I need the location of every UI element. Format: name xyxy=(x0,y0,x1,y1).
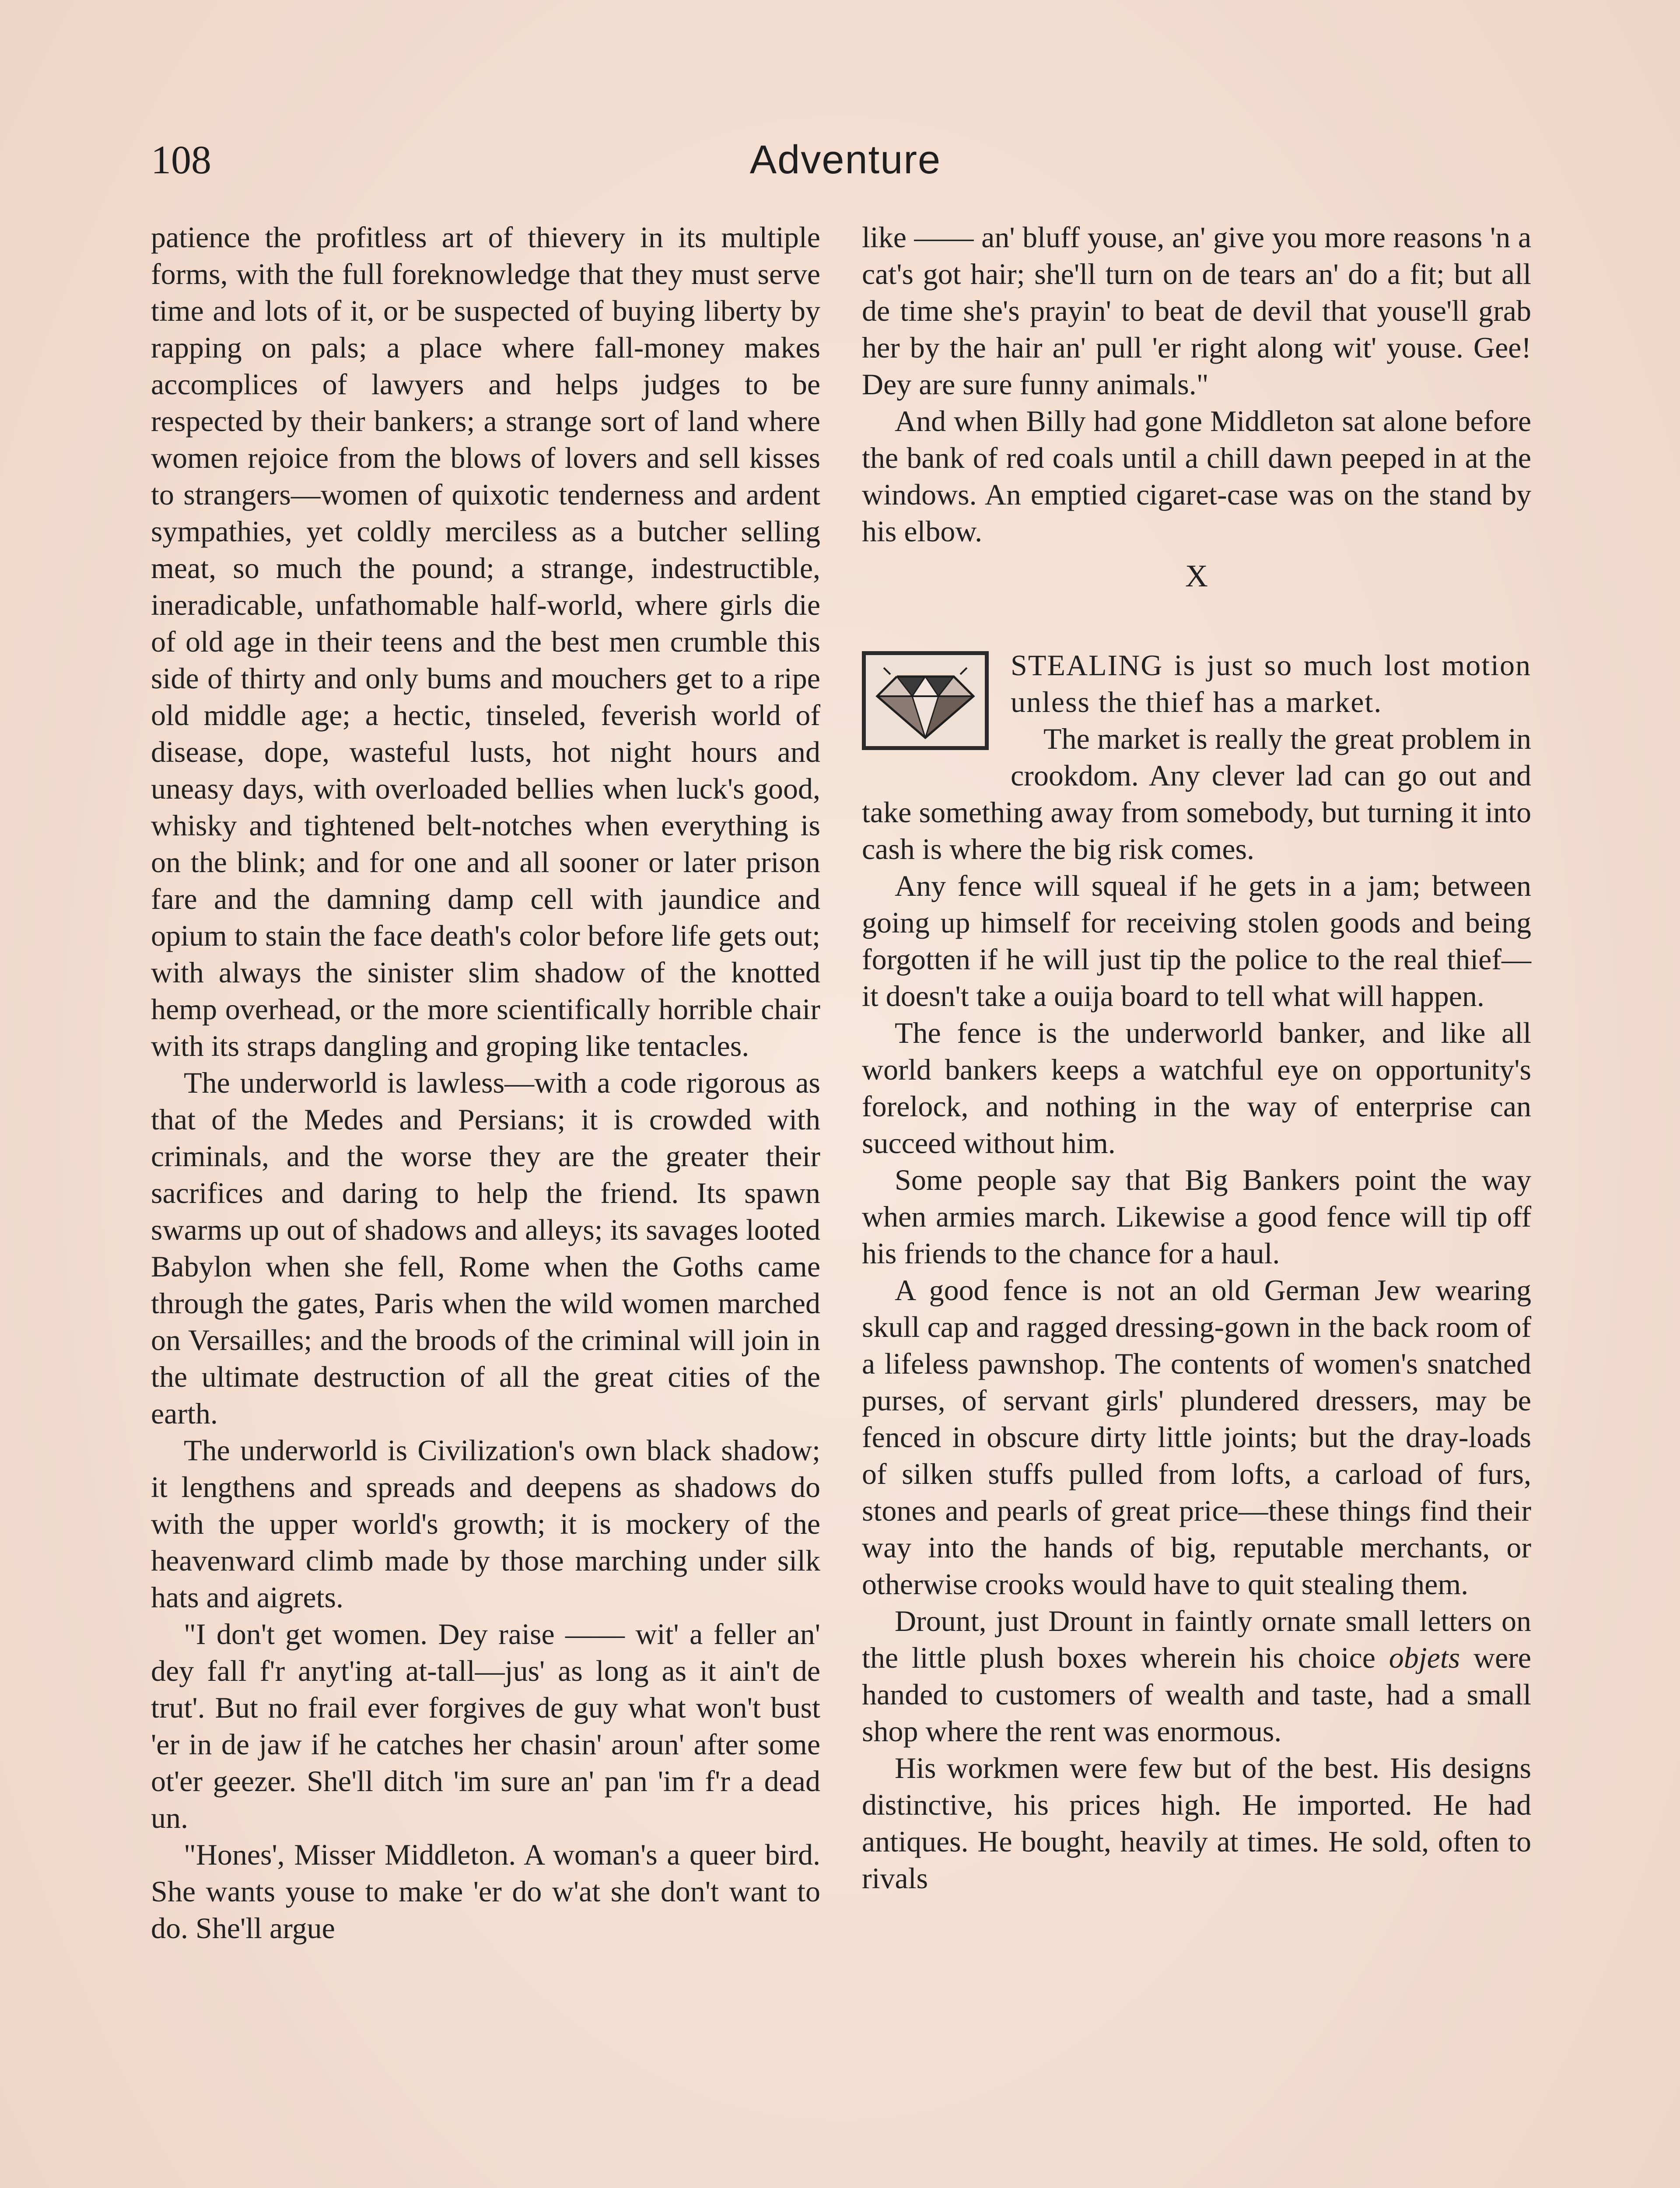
paragraph xyxy=(862,1602,1531,1750)
page-number: 108 xyxy=(151,137,211,182)
paragraph: Any fence will squeal if he gets in a jam; between going up himself for receiving stolen goods and being forgotten if he will just tip the police to the real thief—it doesn't take a ouija board to tell what will happen. xyxy=(862,869,1531,1013)
left-column xyxy=(151,219,820,1946)
paragraph: The underworld is Civilization's own black shadow; it lengthens and spreads and deepens as shadows do with the upper world's growth; it is mockery of the heavenward climb made by those marching under silk hats and aigrets. xyxy=(151,1434,820,1614)
diamond-icon xyxy=(871,659,980,742)
diamond-ornament xyxy=(862,651,993,752)
section-number: X xyxy=(1185,558,1208,593)
text-span: Drount, just Drount in faintly ornate small letters on the little plush boxes wherein his choice xyxy=(862,1604,1531,1674)
italic-text: objets xyxy=(1389,1641,1460,1674)
page-header xyxy=(151,127,1540,193)
paragraph: The underworld is lawless—with a code rigorous as that of the Medes and Persians; it is crowded with criminals, and the worse they are the greater their sacrifices and daring to help the friend. Its spawn swarms up out of shadows and alleys; its savages looted Babylon when she fell, Rome when the Goths came through the gates, Paris when the wild women marched on Versailles; and the broods of the criminal will join in the ultimate destruction of all the great cities of the earth. xyxy=(151,1066,820,1430)
paragraph: His workmen were few but of the best. His designs distinctive, his prices high. He imported. He had antiques. He bought, heavily at times. He sold, often to rivals xyxy=(862,1751,1531,1895)
paragraph: The fence is the underworld banker, and like all world bankers keeps a watchful eye on opportunity's forelock, and nothing in the way of enterprise can succeed without him. xyxy=(862,1016,1531,1160)
paragraph: "Hones', Misser Middleton. A woman's a queer bird. She wants youse to make 'er do w'at she don't want to do. She'll argue xyxy=(151,1838,820,1945)
paragraph: like —— an' bluff youse, an' give you more reasons 'n a cat's got hair; she'll turn on de tears an' do a fit; but all de time she's prayin' to beat de devil that youse'll grab her by the hair an' pull 'er right along wit' youse. Gee! Dey are sure funny animals." xyxy=(862,221,1531,401)
opening-paragraph xyxy=(862,647,1531,720)
paragraph: patience the profitless art of thievery in its multiple forms, with the full foreknowledge that they must serve time and lots of it, or be suspected of buying liberty by rapping on pals; a place where fall-money makes accomplices of lawyers and helps judges to be respected by their bankers; a strange sort of land where women rejoice from the blows of lovers and sell kisses to strangers—women of quixotic tenderness and ardent sympathies, yet coldly merciless as a butcher selling meat, so much the pound; a strange, indestructible, ineradicable, unfathomable half-world, where girls die of old age in their teens and the best men crumble this side of thirty and only bums and mouchers get to a ripe old middle age; a hectic, tinseled, feverish world of disease, dope, wasteful lusts, hot night hours and uneasy days, with overloaded bellies when luck's good, whisky and tightened belt-notches when everything is on the blink; and for one and all sooner or later prison fare and the damning damp cell with jaundice and opium to stain the face death's color before life gets out; with always the sinister slim shadow of the knotted hemp overhead, or the more scientifically horrible chair with its straps dangling and groping like tentacles. xyxy=(151,221,820,1062)
right-column xyxy=(862,219,1531,1897)
running-title: Adventure xyxy=(749,137,942,182)
text-span: were handed to customers of wealth and taste, had a small shop where the rent was enormous. xyxy=(862,1641,1531,1748)
paragraph: The market is really the great problem in crookdom. Any clever lad can go out and take something away from somebody, but turning it into cash is where the big risk comes. xyxy=(862,722,1531,866)
opening-text: STEALING is just so much lost motion unless the thief has a market. xyxy=(1011,649,1531,719)
paragraph: Some people say that Big Bankers point the way when armies march. Likewise a good fence will tip off his friends to the chance for a haul. xyxy=(862,1163,1531,1270)
paragraph: "I don't get women. Dey raise —— wit' a feller an' dey fall f'r anyt'ing at-tall—jus' as long as it ain't de trut'. But no frail ever forgives de guy what won't bust 'er in de jaw if he catches her chasin' aroun' after some ot'er geezer. She'll ditch 'im sure an' pan 'im f'r a dead un. xyxy=(151,1617,820,1834)
paragraph: And when Billy had gone Middleton sat alone before the bank of red coals until a chill dawn peeped in at the windows. An emptied cigaret-case was on the stand by his elbow. xyxy=(862,404,1531,548)
paragraph: A good fence is not an old German Jew wearing skull cap and ragged dressing-gown in the back room of a lifeless pawnshop. The contents of women's snatched purses, of servant girls' plundered dressers, may be fenced in obscure dirty little joints; but the dray-loads of silken stuffs pulled from lofts, a carload of furs, stones and pearls of great price—these things find their way into the hands of big, reputable merchants, or otherwise crooks would have to quit stealing them. xyxy=(862,1273,1531,1601)
